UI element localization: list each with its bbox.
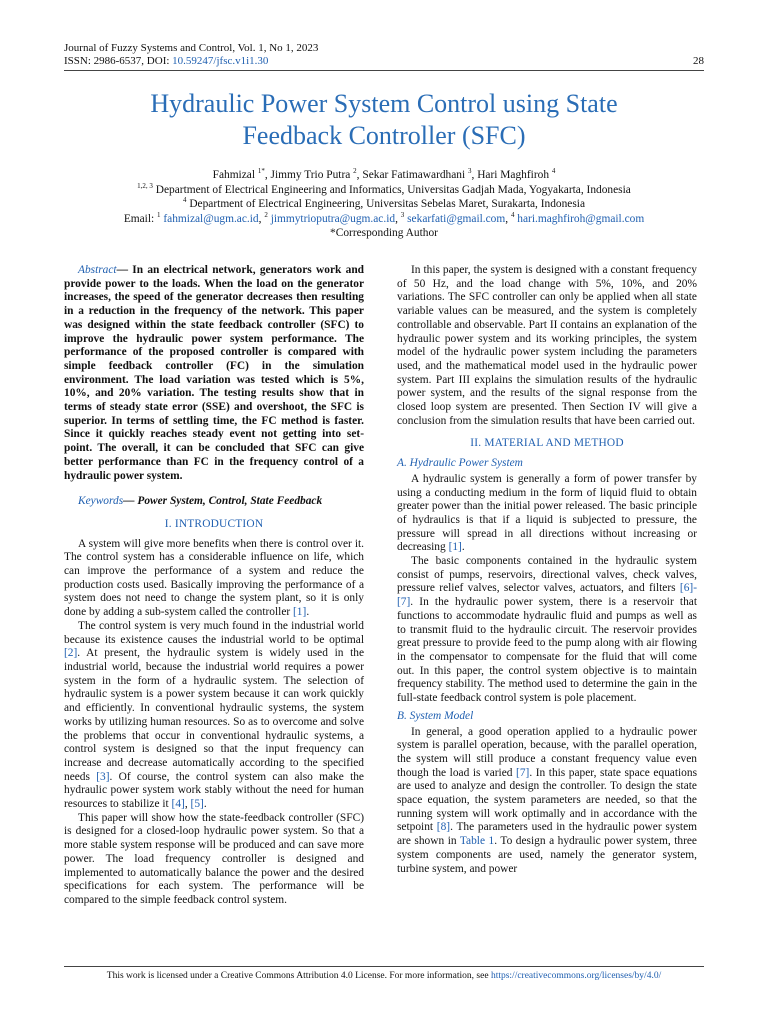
paragraph-text: In general, a good operation applied to a hydraulic power system is parallel operation, because, with the parallel operation, the system will still produce a constant frequency value even though the load is varied bbox=[397, 725, 697, 779]
footer-rule bbox=[64, 966, 704, 967]
email-link[interactable]: sekarfati@gmail.com bbox=[404, 212, 506, 225]
keywords-label: Keywords bbox=[78, 495, 124, 508]
paragraph-text: The basic components contained in the hydraulic system consist of pumps, reservoirs, directional valves, check valves, pressure relief valves, selector valves, actuators, and filters bbox=[397, 555, 697, 595]
heading-rest: NTRODUCTION bbox=[178, 517, 264, 530]
citation-link[interactable]: [8] bbox=[436, 821, 451, 834]
abstract-label: Abstract bbox=[78, 264, 117, 276]
heading-cap: M bbox=[573, 437, 585, 450]
paragraph-text: . bbox=[461, 541, 465, 554]
affiliation-2 bbox=[64, 197, 704, 212]
paragraph bbox=[397, 473, 697, 555]
author-name: , Hari Maghfiroh bbox=[471, 169, 552, 181]
citation-link[interactable]: [7] bbox=[516, 766, 530, 779]
author-name: , Jimmy Trio Putra bbox=[264, 169, 354, 181]
page-number: 28 bbox=[693, 55, 704, 67]
email-sup: 1 bbox=[157, 210, 161, 219]
aff-sup: 1,2, 3 bbox=[137, 181, 153, 190]
heading-num: II. bbox=[470, 437, 485, 450]
paragraph-text: A system will give more benefits when there is control over it. The control system has a considerable influence on life, which can improve the performance of a system and reduce the production costs used. Basically improving the performance of a system does not need to change the system plant, so it is only done by adding a sub-system called the controller bbox=[64, 537, 364, 619]
paragraph-text: The control system is very much found in the industrial world because its existence causes the industrial world to be optimal bbox=[64, 619, 364, 646]
abstract bbox=[64, 264, 364, 483]
citation-link[interactable]: [6]-[7] bbox=[397, 582, 697, 609]
heading-cap: I bbox=[174, 517, 179, 530]
paragraph bbox=[397, 726, 697, 877]
email-label: Email: bbox=[123, 212, 158, 225]
email-line: Email: $^1$ fahmizal@ugm.ac.id, $^2$ jimmytrioputra@ugm.ac.id, $^3$ sekarfati@gmail.com, $^4$ hari.maghfiroh@gmail.com bbox=[123, 210, 645, 225]
title-line-2: Feedback Controller (SFC) bbox=[242, 121, 526, 150]
citation-link[interactable]: [3] bbox=[96, 770, 110, 783]
header-rule bbox=[64, 70, 704, 71]
license-footer bbox=[64, 971, 704, 981]
aff-text: Department of Electrical Engineering, Universitas Sebelas Maret, Surakarta, Indonesia bbox=[186, 198, 586, 210]
issn-doi bbox=[64, 55, 704, 68]
citation-link[interactable]: [1] bbox=[293, 606, 307, 619]
paragraph: In this paper, the system is designed with a constant frequency of 50 Hz, and the load change with 5%, 10%, and 20% variations. The SFC controller can only be applied when all state variable values can be measured, and the system is completely controllable and observable. Part II contains an explanation of the hydraulic power system and its working principles, the system model of the hydraulic power system including the parameters used, and the mathematical model used in the hydraulic power system. Part III explains the simulation results of the hydraulic power system, and the results of the signal response from the closed loop system are presented. Then Section IV will give a conclusion from the simulation results that have been carried out. bbox=[397, 264, 697, 427]
affiliation-1 bbox=[64, 183, 704, 198]
author-sup: 4 bbox=[551, 167, 556, 176]
paragraph: This paper will show how the state-feedback controller (SFC) is designed for a closed-loop hydraulic power system. So that a more stable system response will be produced and can save more power. The load frequency controller is designed and implemented to automatically balance the power and the desired specifications for each system. The performance will be compared to the simple feedback control system. bbox=[64, 811, 364, 906]
email-link[interactable]: hari.maghfiroh@gmail.com bbox=[514, 212, 645, 225]
author-names bbox=[64, 168, 704, 183]
email-sup: 3 bbox=[400, 210, 405, 219]
citation-link[interactable]: [1] bbox=[448, 541, 462, 554]
keywords bbox=[64, 495, 364, 509]
citation-link[interactable]: [5] bbox=[190, 798, 204, 811]
author-block bbox=[64, 168, 704, 241]
subsection-heading-hydraulic: A. Hydraulic Power System bbox=[397, 457, 523, 470]
citation-link[interactable]: [4] bbox=[171, 798, 185, 811]
heading-num: I. bbox=[164, 517, 175, 530]
email-sup: 2 bbox=[264, 210, 268, 219]
paragraph bbox=[397, 555, 697, 706]
abstract-text: — In an electrical network, generators work and provide power to the loads. When the load on the generator increases, the speed of the generator decreases then resulting in a reduction in the frequency of the network. This paper was designed within the state feedback controller (SFC) to improve the hydraulic power system performance. The performance of the proposed controller is compared with simple feedback controller (FC) in the simulation environment. The load variation was tested which is 5%, 10%, and 20% variation. The testing results show that in terms of steady state error (SSE) and overshoot, the SFC is superior. In terms of settling time, the FC method is faster. Since it quickly reaches steady event not getting into set-point. The overall, it can be concluded that SFC can give better performance than FC in the frequency control of a hydraulic power system. bbox=[64, 264, 364, 482]
email-link[interactable]: fahmizal@ugm.ac.id bbox=[160, 212, 259, 225]
doi-link[interactable]: 10.59247/jfsc.v1i1.30 bbox=[172, 55, 269, 67]
author-sup: 1* bbox=[257, 167, 265, 176]
citation-link[interactable]: [2] bbox=[64, 647, 78, 660]
paragraph-text: . At present, the hydraulic system is widely used in the industrial world, because the industrial world requires a power system in the form of a hydraulic system. The selection of hydraulic system is a power system because it can work quickly and efficiently. In conventional hydraulic systems, the system works by utilizing human resources. So as to overcome and solve the problems that occur in conventional hydraulic systems, a control system is designed so that the input frequency can increase and decrease automatically according to the specified needs bbox=[64, 647, 364, 783]
author-name: Fahmizal bbox=[212, 169, 258, 181]
table-link[interactable]: Table 1 bbox=[459, 835, 495, 848]
journal-name: Journal of Fuzzy Systems and Control, Vol. 1, No 1, 2023 bbox=[64, 42, 319, 54]
section-heading-material-method bbox=[397, 437, 697, 451]
author-sup: 3 bbox=[468, 167, 472, 176]
paragraph-text: . The parameters used in the hydraulic power system are shown in bbox=[397, 821, 697, 848]
right-column bbox=[397, 264, 697, 876]
email-sup: 4 bbox=[510, 210, 515, 219]
running-header bbox=[64, 42, 704, 68]
paragraph-text: . bbox=[306, 606, 310, 619]
paragraph bbox=[64, 538, 364, 620]
heading-rest: ETHOD bbox=[584, 437, 624, 450]
corresponding-author: *Corresponding Author bbox=[330, 227, 438, 239]
license-link[interactable]: https://creativecommons.org/licenses/by/4.0/ bbox=[490, 971, 662, 981]
heading-rest: ATERIAL AND bbox=[494, 437, 574, 450]
author-sup: 2 bbox=[353, 167, 357, 176]
issn-label: ISSN: 2986-6537, DOI: bbox=[64, 55, 173, 67]
license-text: This work is licensed under a Creative Commons Attribution 4.0 License. For more information, see bbox=[106, 971, 491, 981]
paragraph-text: . In the hydraulic power system, there is a reservoir that functions to accommodate hydraulic fluid and pumps as well as to transmit fluid to the hydraulic circuit. The reservoir provides great pressure to provide feed to the pump along with air flowing in the compensator to compensate for the fluid that will come out. In this paper, the control system objective is to maintain frequency stability. The method used to determine the gain in the full-state feedback control system is pole placement. bbox=[397, 596, 697, 705]
author-name: , Sekar Fatimawardhani bbox=[356, 169, 469, 181]
title-line-1: Hydraulic Power System Control using State bbox=[150, 89, 618, 118]
left-column bbox=[64, 264, 364, 908]
paragraph-text: A hydraulic system is generally a form of power transfer by using a conducting medium in the form of liquid fluid to obtain greater power than the initial power released. The basic principle of hydraulics is that if a liquid is subjected to pressure, the pressure will spread in all directions without increasing or decreasing bbox=[397, 472, 697, 554]
paper-title bbox=[64, 88, 704, 152]
paragraph-text: . In this paper, state space equations are used to analyze and design the controller. To design the state space equation, the system parameters are needed, so that the running system will work optimally and in accordance with the setpoint bbox=[397, 766, 697, 834]
paragraph-text: . Of course, the control system can also make the hydraulic power system work stably without the need for human resources to stabilize it bbox=[64, 770, 364, 811]
paragraph-text: , bbox=[184, 798, 191, 811]
paragraph-text: . bbox=[203, 798, 207, 811]
paragraph bbox=[64, 620, 364, 812]
section-heading-introduction bbox=[64, 518, 364, 532]
subsection-heading-system-model: B. System Model bbox=[397, 709, 474, 722]
paragraph-text: . To design a hydraulic power system, three system components are used, namely the generator system, turbine system, and power bbox=[397, 835, 697, 875]
heading-cap: M bbox=[484, 437, 495, 450]
aff-text: Department of Electrical Engineering and Informatics, Universitas Gadjah Mada, Yogyakarta, Indonesia bbox=[152, 183, 631, 196]
keywords-text: — Power System, Control, State Feedback bbox=[123, 495, 323, 508]
aff-sup: 4 bbox=[182, 196, 187, 205]
email-link[interactable]: jimmytrioputra@ugm.ac.id bbox=[267, 212, 396, 225]
